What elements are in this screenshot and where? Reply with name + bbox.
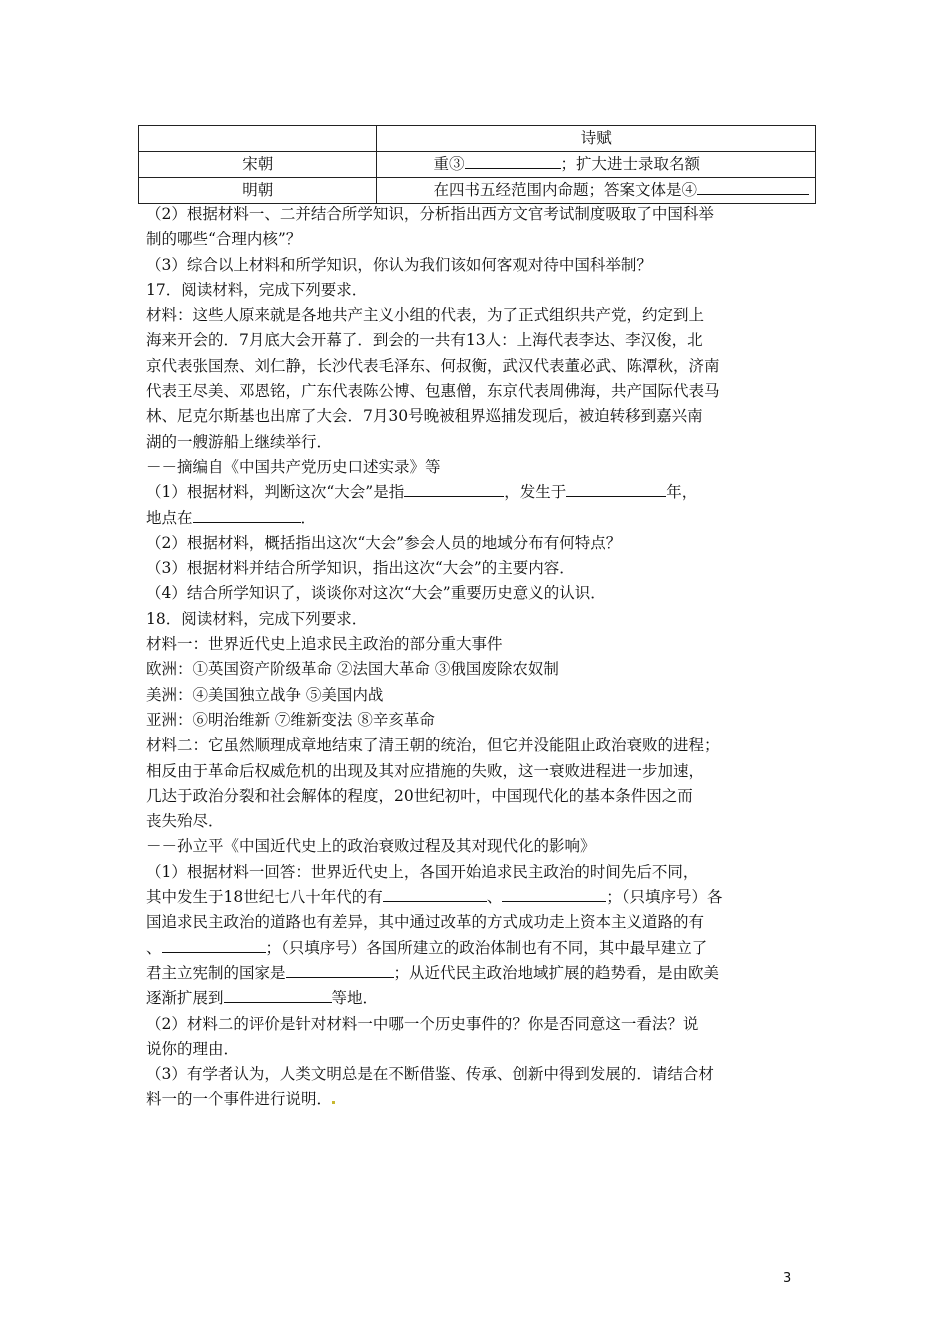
text-line: 湖的一艘游船上继续举行． [146, 432, 333, 451]
text-span: （1）根据材料，判断这次“大会”是指 [146, 483, 405, 502]
text-span: 、 [486, 888, 503, 907]
fill-blank[interactable] [697, 193, 809, 195]
text-line: （2）材料二的评价是针对材料一中哪一个历史事件的？你是否同意这一看法？说 [146, 1014, 699, 1033]
text-span: ；（只填序号）各 [606, 888, 723, 907]
text-span: 料一的一个事件进行说明． [146, 1090, 333, 1109]
text-span: ，发生于 [504, 483, 567, 502]
page-number: 3 [783, 1271, 792, 1286]
fill-blank[interactable] [383, 900, 487, 902]
text-span: 年， [666, 483, 698, 502]
fill-blank[interactable] [566, 495, 666, 497]
fill-blank[interactable] [162, 951, 266, 953]
stray-mark-icon [332, 1101, 335, 1104]
text-line: 材料一：世界近代史上追求民主政治的部分重大事件 [146, 635, 503, 654]
table-row [139, 178, 816, 204]
text-line [146, 885, 806, 910]
dynasty-cell: 明朝 [139, 178, 377, 204]
text-span: 、 [146, 938, 162, 957]
text-span: ；（只填序号）各国所建立的政治体制也有不同，其中最早建立了 [265, 938, 708, 957]
cell-text: 在四书五经范围内命题；答案文体是④ [433, 181, 697, 199]
content-cell [377, 178, 816, 204]
text-line [146, 480, 806, 505]
cell-text: 重③ [433, 155, 465, 173]
text-span: 其中发生于18世纪七八十年代的有 [146, 888, 383, 907]
text-line: 京代表张国焘、刘仁静，长沙代表毛泽东、何叔衡，武汉代表董必武、陈潭秋，济南 [146, 356, 720, 375]
text-line [146, 1087, 806, 1112]
fill-blank[interactable] [404, 495, 504, 497]
text-line: （4）结合所学知识了，谈谈你对这次“大会”重要历史意义的认识． [146, 584, 606, 603]
text-line [146, 936, 806, 961]
text-line: （3）综合以上材料和所学知识，你认为我们该如何客观对待中国科举制？ [146, 255, 652, 274]
fill-blank[interactable] [502, 900, 606, 902]
text-line: 几达于政治分裂和社会解体的程度，20世纪初叶，中国现代化的基本条件因之而 [146, 786, 693, 805]
text-line: 18．阅读材料，完成下列要求． [146, 609, 368, 628]
text-line: （3）有学者认为，人类文明总是在不断借鉴、传承、创新中得到发展的．请结合材 [146, 1065, 714, 1084]
fill-blank[interactable] [193, 521, 301, 523]
text-line: 美洲：④美国独立战争 ⑤美国内战 [146, 685, 384, 704]
fill-blank[interactable] [286, 976, 394, 978]
exam-table [138, 125, 816, 204]
text-line: 亚洲：⑥明治维新 ⑦维新变法 ⑧辛亥革命 [146, 710, 435, 729]
text-line: 17．阅读材料，完成下列要求． [146, 280, 368, 299]
table-row [139, 152, 816, 178]
text-line: 制的哪些“合理内核”？ [146, 230, 302, 249]
text-line: 材料：这些人原来就是各地共产主义小组的代表，为了正式组织共产党，约定到上 [146, 306, 705, 325]
cell-text: ；扩大进士录取名额 [560, 155, 701, 173]
text-span: 等地． [331, 989, 379, 1008]
text-line: 代表王尽美、邓恩铭，广东代表陈公博、包惠僧，东京代表周佛海，共产国际代表马 [146, 382, 720, 401]
content-cell [377, 152, 816, 178]
text-span: 地点在 [146, 508, 193, 527]
fill-blank[interactable] [465, 167, 561, 169]
text-line [146, 506, 806, 531]
text-span: 君主立宪制的国家是 [146, 963, 286, 982]
text-line: 国追求民主政治的道路也有差异，其中通过改革的方式成功走上资本主义道路的有 [146, 913, 705, 932]
table-header-cell: 诗赋 [377, 126, 816, 152]
fill-blank[interactable] [224, 1001, 332, 1003]
text-line: 海来开会的．7月底大会开幕了．到会的一共有13人：上海代表李达、李汉俊，北 [146, 331, 703, 350]
text-line: 林、尼克尔斯基也出席了大会．7月30号晚被租界巡捕发现后，被迫转移到嘉兴南 [146, 407, 703, 426]
dynasty-cell: 宋朝 [139, 152, 377, 178]
text-line: （1）根据材料一回答：世界近代史上，各国开始追求民主政治的时间先后不同， [146, 862, 699, 881]
question-text [146, 202, 806, 1113]
text-line: 丧失殆尽． [146, 812, 224, 831]
text-line: 相反由于革命后权威危机的出现及其对应措施的失败，这一衰败进程进一步加速， [146, 761, 705, 780]
text-line: 欧洲：①英国资产阶级革命 ②法国大革命 ③俄国废除农奴制 [146, 660, 559, 679]
text-line: （3）根据材料并结合所学知识，指出这次“大会”的主要内容． [146, 559, 575, 578]
text-span: ． [300, 508, 317, 527]
text-span: ；从近代民主政治地域扩展的趋势看，是由欧美 [393, 963, 720, 982]
text-line [146, 986, 806, 1011]
text-line: 说你的理由． [146, 1039, 240, 1058]
text-line: （2）根据材料，概括指出这次“大会”参会人员的地域分布有何特点？ [146, 533, 622, 552]
text-span: 逐渐扩展到 [146, 989, 224, 1008]
text-line: －－孙立平《中国近代史上的政治衰败过程及其对现代化的影响》 [146, 837, 596, 856]
table-row [139, 126, 816, 152]
text-line: －－摘编自《中国共产党历史口述实录》等 [146, 457, 441, 476]
text-line: 材料二：它虽然顺理成章地结束了清王朝的统治，但它并没能阻止政治衰败的进程； [146, 736, 720, 755]
table-cell-empty [139, 126, 377, 152]
text-line [146, 961, 806, 986]
text-line: （2）根据材料一、二并结合所学知识，分析指出西方文官考试制度吸取了中国科举 [146, 205, 714, 223]
